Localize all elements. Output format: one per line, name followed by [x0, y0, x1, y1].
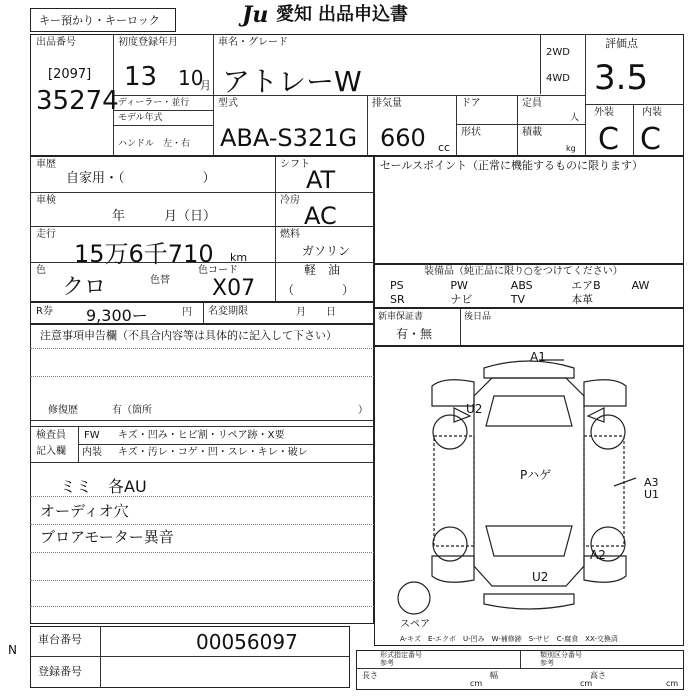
equip-item-row2-1: ナビ — [450, 293, 473, 306]
r-ticket-value: 9,300ー — [86, 306, 148, 325]
equip-item-row2-0: SR — [390, 293, 405, 306]
chassis-label: 車台番号 — [38, 633, 82, 646]
damage-ppage: Pハゲ — [520, 468, 552, 482]
damage-legend: A-キズ E-エクボ U-凹み W-補修跡 S-サビ C-腐食 XX-交換済 — [400, 635, 618, 643]
damage-a2: A2 — [590, 548, 606, 562]
inspector-label-1: 検査員 — [36, 430, 66, 441]
handle-label: ハンドル 左・右 — [118, 139, 191, 149]
handwritten-note-2: オーディオ穴 — [40, 502, 129, 520]
spare-tire — [398, 582, 430, 614]
windshield-shape — [486, 396, 572, 426]
rear-bumper-shape — [484, 594, 574, 609]
shape-label: 形状 — [461, 127, 481, 138]
class-label: 類別区分番号 — [540, 651, 582, 659]
damage-u2-left: U2 — [466, 402, 483, 416]
class-ref: 参考 — [540, 659, 554, 667]
repair-value: 有（箇所 — [112, 405, 152, 416]
repair-label: 修復歴 — [48, 405, 78, 416]
mileage-label: 走行 — [36, 229, 56, 240]
score-label: 評価点 — [605, 37, 638, 50]
drive-2wd: 2WD — [546, 47, 570, 58]
rear-window-shape — [486, 526, 572, 556]
equip-item-row1-3: エアB — [571, 279, 601, 292]
fuel-gas: ガソリン — [302, 244, 351, 258]
kg-unit: kg — [566, 144, 576, 153]
repair-close-paren: ） — [358, 405, 368, 416]
left-rear-fender — [432, 556, 474, 582]
key-box — [30, 8, 176, 32]
color-value: クロ — [62, 275, 107, 300]
dealer-label: ディーラー・並行 — [118, 98, 190, 108]
wheel-front-right — [591, 415, 625, 449]
equip-item-row2-2: TV — [510, 293, 526, 306]
org-name: 愛知 — [276, 4, 312, 25]
month-unit: 月 — [200, 79, 211, 92]
first-reg-month: 10 — [178, 66, 204, 90]
n-mark: N — [8, 643, 17, 657]
spec-ref: 参考 — [380, 659, 394, 667]
fw-items: キズ・凹み・ヒビ割・リペア跡・X要 — [118, 430, 285, 441]
damage-u1: U1 — [644, 488, 660, 501]
equip-item-row1-0: PS — [390, 279, 404, 292]
color-code-value: X07 — [212, 276, 256, 301]
damage-a1: A1 — [530, 350, 546, 364]
damage-a3: A3 — [644, 476, 659, 489]
exterior-label: 外装 — [594, 107, 614, 118]
door-label: ドア — [461, 98, 481, 109]
mileage-value: 15万6千710 — [74, 240, 214, 268]
equip-row-1 — [378, 279, 680, 293]
fw-label: FW — [84, 430, 100, 441]
repaint-label: 色替 — [150, 275, 170, 286]
equip-item-row2-3: 本革 — [571, 293, 594, 306]
int-label: 内装 — [82, 447, 102, 458]
yen-unit: 円 — [182, 307, 192, 318]
type-value: ABA-S321G — [220, 124, 358, 152]
right-side-panel — [584, 436, 624, 546]
ju-logo: Ju — [242, 2, 269, 28]
capacity-label: 定員 — [522, 98, 542, 109]
shift-label: シフト — [280, 159, 310, 170]
backup-label: 後日品 — [464, 312, 492, 322]
km-unit: km — [230, 251, 248, 264]
equip-item-row1-2: ABS — [510, 279, 533, 292]
damage-u2-bottom: U2 — [532, 570, 549, 584]
name-value: アトレーW — [222, 65, 362, 98]
spare-label: スペア — [400, 619, 430, 630]
ac-value: AC — [304, 202, 337, 230]
name-change-value: 月 日 — [296, 307, 336, 318]
history-value: 自家用・（ ） — [66, 171, 216, 186]
width-label: 幅 — [490, 671, 498, 680]
handwritten-note-1: ミミ 各AU — [60, 477, 147, 496]
shift-value: AT — [306, 166, 336, 194]
model-year-label: モデル年式 — [118, 113, 163, 123]
int-items: キズ・汚レ・コゲ・凹・スレ・キレ・破レ — [118, 447, 308, 458]
new-car-value: 有・無 — [396, 327, 433, 341]
spec-label: 形式指定番号 — [380, 651, 422, 659]
sales-point-box — [374, 156, 684, 264]
name-change-label: 名変期限 — [208, 306, 248, 317]
wheel-front-left — [433, 415, 467, 449]
inspector-label-2: 記入欄 — [36, 446, 66, 457]
color-code-label: 色コード — [198, 265, 238, 276]
person-unit: 人 — [570, 113, 580, 123]
exterior-value: C — [598, 122, 619, 157]
first-reg-year: 13 — [124, 62, 158, 92]
name-label: 車名・グレード — [218, 37, 288, 48]
type-label: 型式 — [218, 98, 238, 109]
fuel-label: 燃料 — [280, 229, 300, 240]
left-side-panel — [434, 436, 474, 546]
drive-4wd: 4WD — [546, 73, 570, 84]
car-diagram — [374, 346, 684, 636]
inspection-value: 年 月（日） — [112, 209, 217, 224]
load-label: 積載 — [522, 127, 542, 138]
annotation-line-a3 — [614, 478, 636, 486]
caution-label: 注意事項申告欄（不具合内容等は具体的に記入して下さい） — [40, 329, 337, 342]
equip-item-row1-4: AW — [631, 279, 650, 292]
front-bumper-shape — [484, 361, 574, 378]
displacement-value: 660 — [380, 124, 426, 152]
registration-label: 登録番号 — [38, 665, 82, 678]
inspection-label: 車検 — [36, 195, 56, 206]
key-label: キー預かり・キーロック — [39, 14, 160, 27]
lot-label: 出品番号 — [36, 37, 76, 48]
history-label: 車歴 — [36, 159, 56, 170]
page-title: 出品申込書 — [318, 4, 408, 25]
handwritten-note-3: ブロアモーター異音 — [40, 528, 174, 546]
lot-number: 35274 — [36, 86, 119, 116]
height-unit: cm — [666, 679, 679, 688]
color-label: 色 — [36, 265, 46, 276]
length-label: 長さ — [362, 671, 378, 680]
equip-item-row1-1: PW — [450, 279, 468, 292]
lot-bracket: [2097] — [48, 67, 92, 82]
displacement-label: 排気量 — [372, 98, 402, 109]
interior-label: 内装 — [642, 107, 662, 118]
interior-value: C — [640, 122, 661, 157]
new-car-label: 新車保証書 — [378, 312, 424, 322]
fuel-diesel: 軽 油 — [304, 263, 341, 277]
ac-label: 冷房 — [280, 195, 300, 206]
equip-row-2 — [378, 293, 680, 307]
height-label: 高さ — [590, 671, 606, 680]
sales-label: セールスポイント（正常に機能するものに限ります） — [380, 159, 644, 172]
width-unit: cm — [580, 679, 593, 688]
cc-unit: cc — [438, 141, 451, 154]
equip-label: 装備品（純正品に限り○をつけてください） — [424, 266, 623, 277]
r-ticket-label: R券 — [36, 306, 53, 317]
score-value: 3.5 — [594, 58, 649, 98]
right-front-fender — [584, 380, 626, 406]
first-reg-label: 初度登録年月 — [118, 37, 178, 48]
chassis-value: 00056097 — [196, 630, 298, 654]
length-unit: cm — [470, 679, 483, 688]
fuel-paren: （ ） — [282, 283, 355, 297]
